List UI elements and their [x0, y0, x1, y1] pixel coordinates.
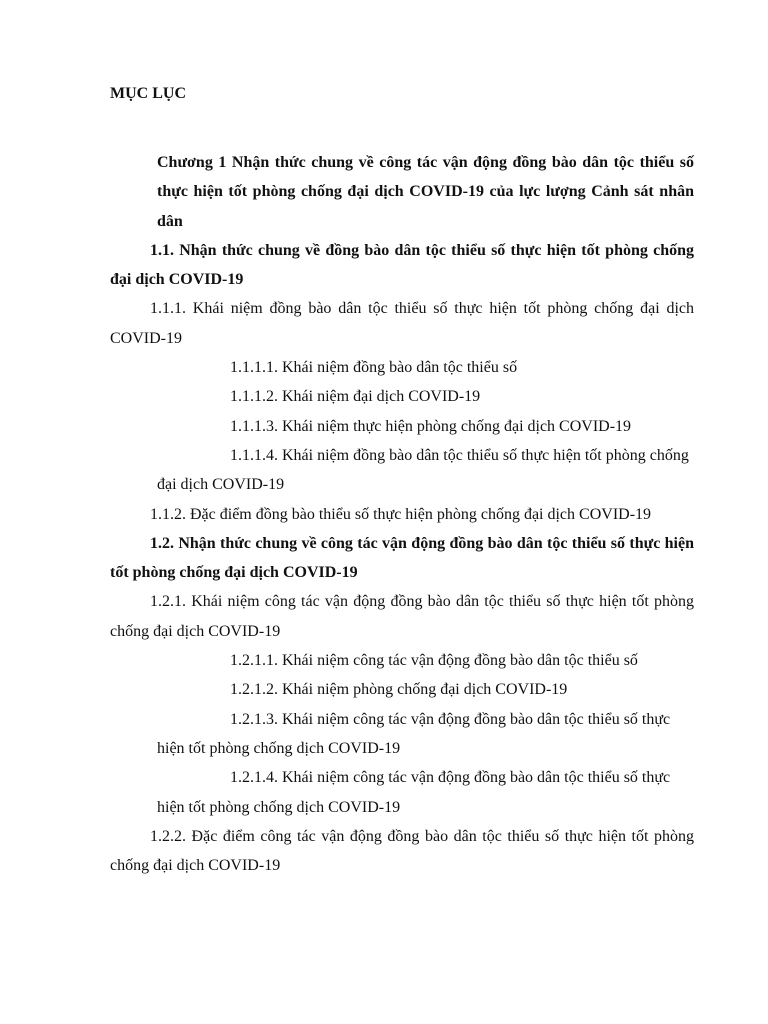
- toc-entry-1-1-1-2: 1.1.1.2. Khái niệm đại dịch COVID-19: [230, 388, 481, 406]
- toc-entry-1-2-1-2: 1.2.1.2. Khái niệm phòng chống đại dịch COVID-19: [230, 681, 568, 699]
- toc-entry-1-2-1: 1.2.1. Khái niệm công tác vận động đồng bào dân tộc thiểu số thực hiện tốt phòng chống đại dịch COVID-19: [110, 593, 694, 640]
- toc-entry-chapter-1: Chương 1 Nhận thức chung về công tác vận động đồng bào dân tộc thiểu số thực hiện tốt phòng chống đại dịch COVID-19 của lực lượng Cảnh sát nhân dân: [157, 154, 694, 230]
- toc-entry-1-2-1-3: 1.2.1.3. Khái niệm công tác vận động đồng bào dân tộc thiểu số thực hiện tốt phòng chống dịch COVID-19: [157, 710, 671, 757]
- table-of-contents: [110, 148, 694, 880]
- toc-entry-1-2: 1.2. Nhận thức chung về công tác vận động đồng bào dân tộc thiểu số thực hiện tốt phòng chống đại dịch COVID-19: [110, 534, 694, 582]
- toc-title: MỤC LỤC: [110, 85, 186, 102]
- toc-entry-1-1: 1.1. Nhận thức chung về đồng bào dân tộc thiểu số thực hiện tốt phòng chống đại dịch COVID-19: [110, 241, 694, 289]
- toc-entry-1-2-1-1: 1.2.1.1. Khái niệm công tác vận động đồng bào dân tộc thiểu số: [230, 652, 638, 670]
- toc-entry-1-1-1-3: 1.1.1.3. Khái niệm thực hiện phòng chống đại dịch COVID-19: [230, 417, 632, 435]
- toc-entry-1-2-1-4: 1.2.1.4. Khái niệm công tác vận động đồng bào dân tộc thiểu số thực hiện tốt phòng chống dịch COVID-19: [157, 769, 671, 816]
- toc-entry-1-1-1: 1.1.1. Khái niệm đồng bào dân tộc thiểu số thực hiện tốt phòng chống đại dịch COVID-19: [110, 300, 694, 347]
- toc-entry-1-1-1-1: 1.1.1.1. Khái niệm đồng bào dân tộc thiểu số: [230, 359, 518, 377]
- toc-entry-1-1-2: 1.1.2. Đặc điểm đồng bào thiểu số thực hiện phòng chống đại dịch COVID-19: [150, 505, 652, 523]
- toc-entry-1-1-1-4: 1.1.1.4. Khái niệm đồng bào dân tộc thiểu số thực hiện tốt phòng chống đại dịch COVID-19: [157, 446, 689, 494]
- toc-entry-1-2-2: 1.2.2. Đặc điểm công tác vận động đồng bào dân tộc thiểu số thực hiện tốt phòng chống đại dịch COVID-19: [110, 827, 694, 875]
